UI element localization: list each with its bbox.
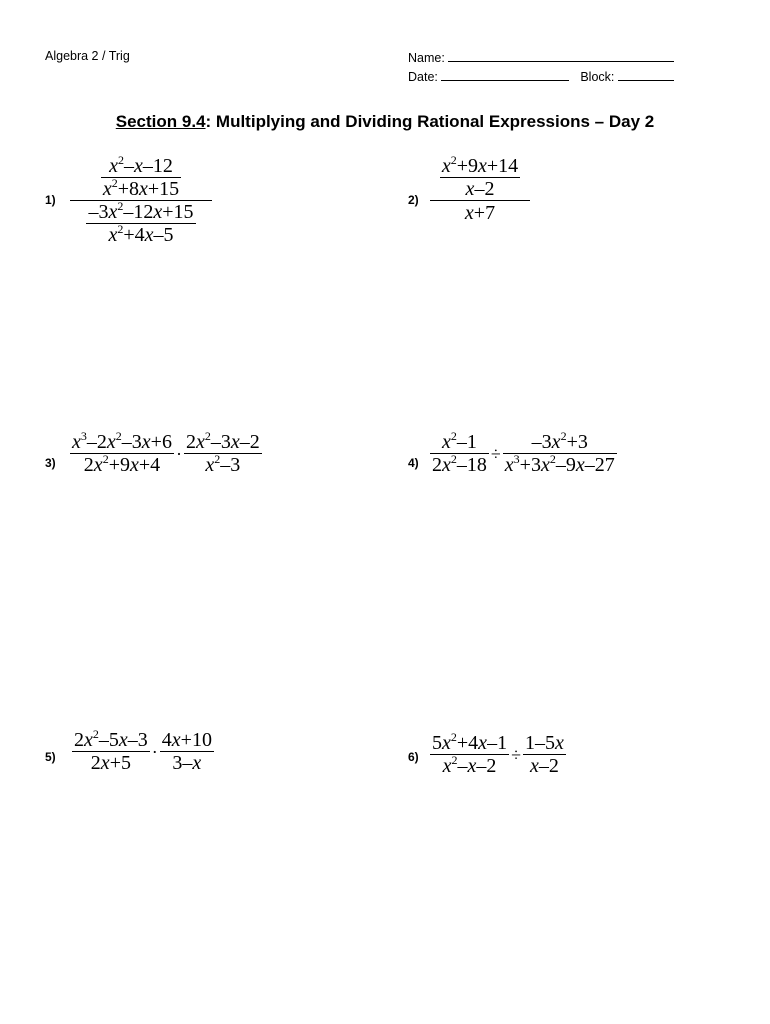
- problem-2-label: 2): [408, 193, 419, 207]
- page-title: [0, 112, 770, 132]
- problem-2-top: $x^2+9x+14$: [441, 153, 519, 177]
- problem-1-den-den: $x^2+4x-5$: [108, 222, 174, 246]
- name-label: Name:: [408, 51, 445, 65]
- section-title: : Multiplying and Dividing Rational Expressions – Day 2: [205, 112, 655, 131]
- block-blank[interactable]: [618, 69, 674, 81]
- numerator: 4x+10: [161, 729, 212, 751]
- problem-6-fraction-2: [523, 733, 566, 776]
- problem-1-denominator-fraction: [86, 199, 195, 246]
- block-label: Block:: [580, 70, 615, 84]
- problem-3-expression: [70, 429, 262, 476]
- problem-4-expression: [430, 429, 617, 476]
- problem-1-expression: [70, 153, 212, 246]
- problem-3-fraction-2: [184, 429, 262, 476]
- numerator: 1–5x: [524, 732, 564, 754]
- problem-6-expression: [430, 730, 566, 777]
- numerator: $x^3-2x^2-3x+6$: [72, 429, 172, 453]
- problem-6-label: 6): [408, 750, 419, 764]
- problem-1-num-num: $x^2-x-12$: [109, 153, 173, 177]
- numerator: $2x^2-5x-3$: [74, 727, 148, 751]
- denominator: $x^2-x-2$: [442, 753, 497, 777]
- name-row: [408, 50, 674, 65]
- problem-1-label: 1): [45, 193, 56, 207]
- problem-3-fraction-1: [70, 429, 174, 476]
- numerator: $2x^2-3x-2$: [185, 429, 260, 453]
- problem-5-fraction-1: [72, 727, 150, 774]
- multiply-operator: ·: [151, 741, 158, 762]
- problem-1-num-den: $x^2+8x+15$: [102, 176, 180, 200]
- problem-2-numerator-fraction: [440, 153, 520, 200]
- divide-operator: ÷: [490, 443, 501, 464]
- date-block-row: [408, 69, 674, 84]
- problem-3-label: 3): [45, 456, 56, 470]
- problem-5-expression: [72, 727, 214, 774]
- problem-2-mid: x–2: [465, 178, 495, 200]
- course-label: Algebra 2 / Trig: [45, 49, 130, 63]
- denominator: x–2: [529, 755, 559, 777]
- denominator: 3–x: [172, 752, 202, 774]
- divide-operator: ÷: [511, 744, 521, 765]
- denominator: $2x^2+9x+4$: [83, 452, 161, 476]
- date-blank[interactable]: [441, 69, 569, 81]
- problem-2-bottom: x+7: [464, 202, 496, 224]
- problem-4-fraction-2: [503, 429, 617, 476]
- numerator: $x^2-1$: [442, 429, 477, 453]
- problem-2-expression: [430, 153, 530, 224]
- numerator: $5x^2+4x-1$: [432, 730, 508, 754]
- numerator: $-3x^2+3$: [531, 429, 588, 453]
- denominator: $x^2-3$: [205, 452, 241, 476]
- main-fraction-bar: [430, 200, 530, 201]
- multiply-operator: ·: [175, 443, 182, 464]
- name-blank[interactable]: [448, 50, 674, 62]
- section-number: Section 9.4: [115, 112, 206, 131]
- problem-5-label: 5): [45, 750, 56, 764]
- problem-1-numerator-fraction: [101, 153, 181, 200]
- problem-5-fraction-2: [160, 730, 214, 773]
- denominator: $2x^2-18$: [432, 452, 487, 476]
- problem-4-fraction-1: [430, 429, 489, 476]
- denominator: 2x+5: [90, 752, 131, 774]
- denominator: $x^3+3x^2-9x-27$: [504, 452, 615, 476]
- problem-4-label: 4): [408, 456, 419, 470]
- date-label: Date:: [408, 70, 438, 84]
- problem-1-den-num: $-3x^2-12x+15$: [88, 199, 194, 223]
- problem-6-fraction-1: [430, 730, 509, 777]
